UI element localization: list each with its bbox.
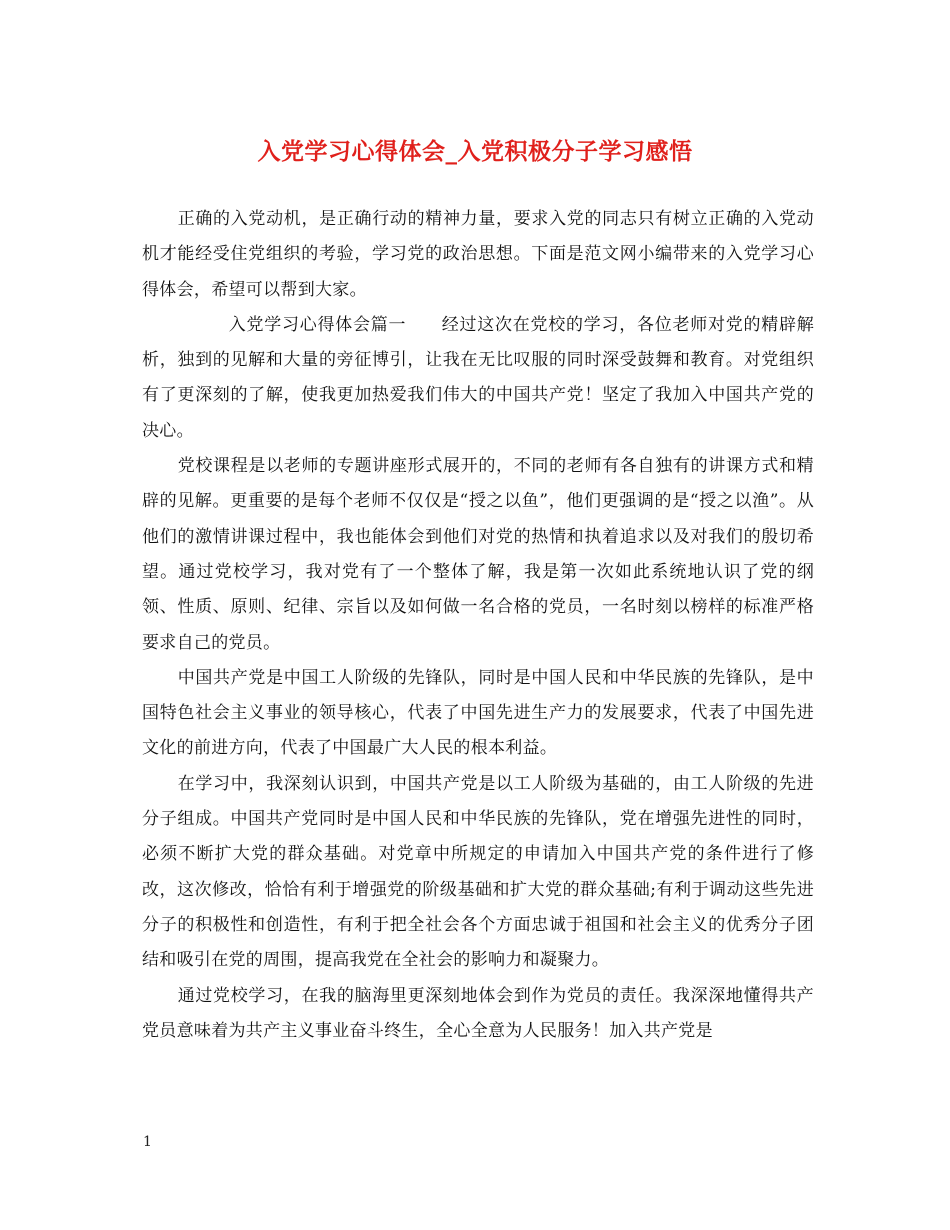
document-body (142, 202, 814, 1049)
document-title: 入党学习心得体会_入党积极分子学习感悟 (257, 139, 693, 165)
paragraph-section-one: 入党学习心得体会篇一 经过这次在党校的学习，各位老师对党的精辟解析，独到的见解和大量的旁征博引，让我在无比叹服的同时深受鼓舞和教育。对党组织有了更深刻的了解，使我更加热爱我们伟大的中国共产党！坚定了我加入中国共产党的决心。 (142, 314, 814, 441)
paragraph-responsibility: 通过党校学习，在我的脑海里更深刻地体会到作为党员的责任。我深深地懂得共产党员意味着为共产主义事业奋斗终生，全心全意为人民服务！加入共产党是 (142, 985, 814, 1041)
page-number: 1 (143, 1134, 152, 1150)
paragraph-study-insight: 在学习中，我深刻认识到，中国共产党是以工人阶级为基础的，由工人阶级的先进分子组成。中国共产党同时是中国人民和中华民族的先锋队，党在增强先进性的同时，必须不断扩大党的群众基础。对党章中所规定的申请加入中国共产党的条件进行了修改，这次修改，恰恰有利于增强党的阶级基础和扩大党的群众基础;有利于调动这些先进分子的积极性和创造性，有利于把全社会各个方面忠诚于祖国和社会主义的优秀分子团结和吸引在党的周围，提高我党在全社会的影响力和凝聚力。 (142, 773, 814, 971)
paragraph-party-nature: 中国共产党是中国工人阶级的先锋队，同时是中国人民和中华民族的先锋队，是中国特色社会主义事业的领导核心，代表了中国先进生产力的发展要求，代表了中国先进文化的前进方向，代表了中国最广大人民的根本利益。 (142, 667, 814, 759)
paragraph-intro: 正确的入党动机，是正确行动的精神力量，要求入党的同志只有树立正确的入党动机才能经受住党组织的考验，学习党的政治思想。下面是范文网小编带来的入党学习心得体会，希望可以帮到大家。 (142, 209, 814, 300)
paragraph-party-school: 党校课程是以老师的专题讲座形式展开的，不同的老师有各自独有的讲课方式和精辟的见解。更重要的是每个老师不仅仅是“授之以鱼”，他们更强调的是“授之以渔”。从他们的激情讲课过程中，我也能体会到他们对党的热情和执着追求以及对我们的殷切希望。通过党校学习，我对党有了一个整体了解，我是第一次如此系统地认识了党的纲领、性质、原则、纪律、宗旨以及如何做一名合格的党员，一名时刻以榜样的标准严格要求自己的党员。 (142, 456, 814, 653)
